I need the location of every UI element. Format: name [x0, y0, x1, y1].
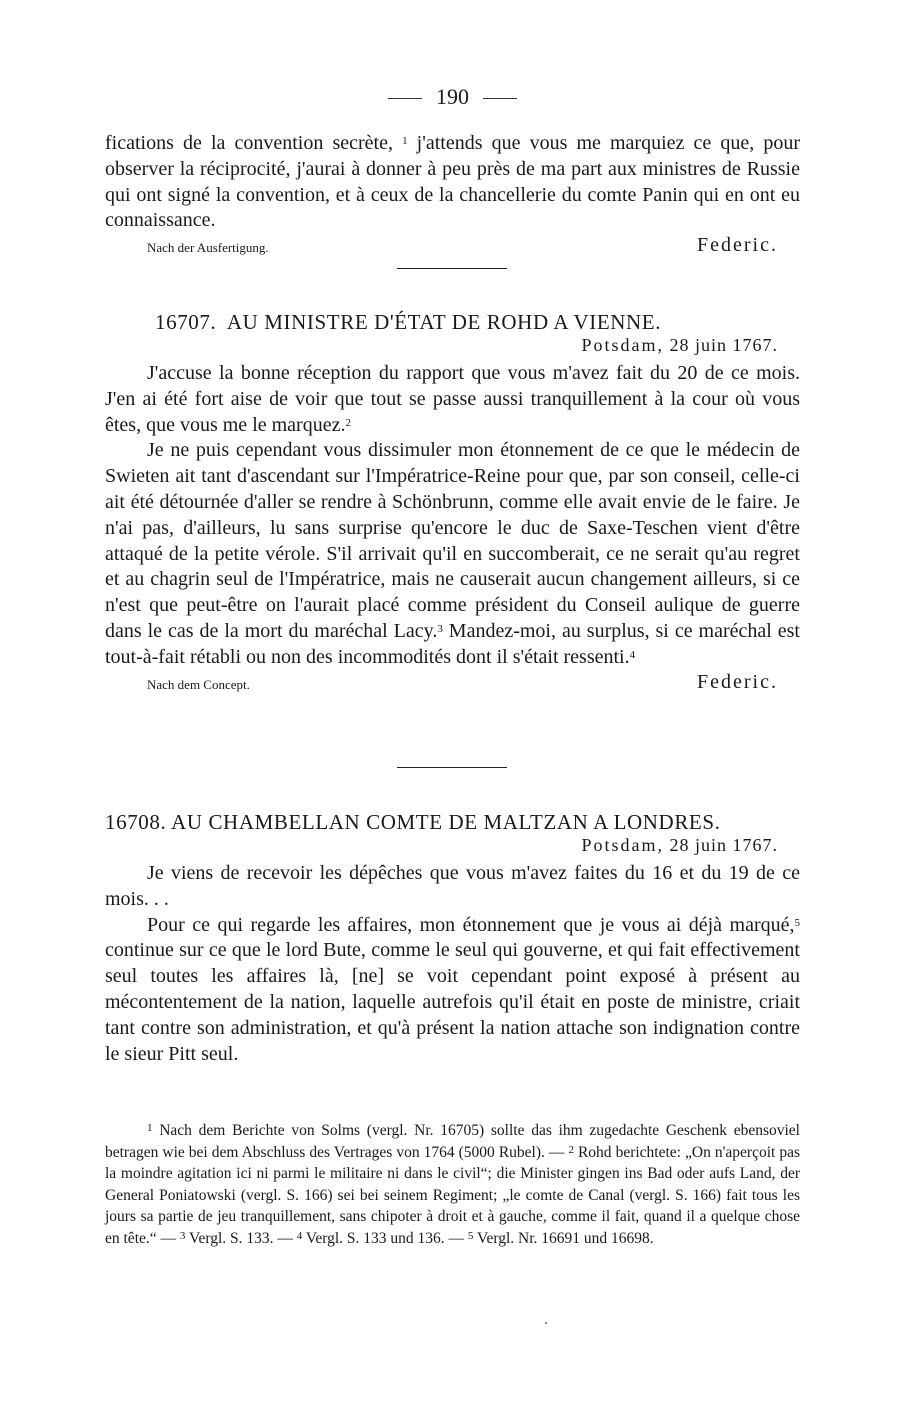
footnote-mark: 5 — [467, 1229, 474, 1242]
letter-number: 16707. — [155, 310, 217, 334]
letter-number: 16708. — [105, 810, 167, 834]
footnote-ref-3: 3 — [437, 622, 443, 635]
paragraph-text: Je ne puis cependant vous dissimuler mon étonnement de ce que le médecin de Swieten ait tant d'ascendant sur l'Impératrice-Reine pour que, par son conseil, celle-ci ait été détournée d'aller se rendre à Schönbrunn, comme elle avait envie de le faire. Je n'ai pas, d'ailleurs, lu sans surprise qu'encore le duc de Saxe-Teschen vient d'être attaqué de la petite vérole. S'il arrivait qu'il en succomberait, ce ne serait qu'au regret et au chagrin seul de l'Impératrice, mais ne causerait aucun changement ailleurs, si ce n'est que peut-être on l'aurait placé comme président du Conseil aulique de guerre dans le cas de la mort du maréchal Lacy. — [105, 439, 800, 642]
footnote-ref-2: 2 — [345, 416, 351, 429]
page-number: 190 — [436, 84, 469, 109]
footnote-mark: 1 — [147, 1122, 153, 1134]
footnote-text: Rohd berichtete: „On n'aperçoit pas la moindre agitation ici ni parmi le militaire ni dans le civil“; die Minister gingen ins Bad oder aufs Land, der General Poniatowski (vergl. S. 166) sei bei seinem Regiment; „le comte de Canal (vergl. S. 166) fait tous les jours sa partie de jeu tranquillement, sans chipoter à droit et à gauche, comme il fait, quand il a quelque chose en tête.“ — — [105, 1143, 801, 1247]
section-divider — [397, 767, 507, 768]
dateline — [105, 335, 800, 356]
footnote-text: Nach dem Berichte von Solms (vergl. Nr. 16705) sollte das ihm zugedachte Geschenk ebensoviel betragen wie bei dem Abschluss des Vertrages von 1764 (5000 Rubel). — — [105, 1122, 800, 1161]
source-note: Nach der Ausfertigung. — [147, 240, 269, 256]
footnote-ref-5: 5 — [794, 916, 800, 929]
intro-paragraph — [105, 131, 800, 234]
signature: Federic. — [697, 670, 778, 693]
intro-text-cont: j'attends que vous me marquiez ce que, pour observer la réciprocité, j'aurai à donner à peu près de ma part aux ministres de Russie qui ont signé la convention, et à ceux de la chancellerie du comte Panin qui en ont eu connaissance. — [105, 132, 800, 232]
intro-signature-row — [105, 234, 800, 260]
letter-16708 — [105, 810, 800, 1067]
place: Potsdam, — [581, 335, 664, 355]
paragraph-text: Pour ce qui regarde les affaires, mon étonnement que je vous ai déjà marqué, — [147, 913, 795, 936]
letter-paragraph — [105, 913, 800, 1068]
letter-title: AU CHAMBELLAN COMTE DE MALTZAN A LONDRES. — [171, 810, 721, 834]
footnote-mark: 2 — [568, 1143, 574, 1156]
footnote-mark: 4 — [296, 1229, 303, 1242]
intro-text: fications de la convention secrète, — [105, 132, 403, 154]
dateline — [105, 835, 800, 856]
letter-title: AU MINISTRE D'ÉTAT DE ROHD A VIENNE. — [226, 310, 662, 334]
paragraph-text: J'accuse la bonne réception du rapport que vous m'avez fait du 20 de ce mois. J'en ai été fort aise de voir que tout se passe aussi tranquillement à la cour où vous êtes, que vous me le marquez. — [105, 362, 800, 436]
letter-paragraph: Je viens de recevoir les dépêches que vous m'avez faites du 16 et du 19 de ce mois. . . — [105, 862, 800, 910]
letter-16707 — [105, 310, 800, 697]
header-dash-left — [388, 98, 422, 99]
footnote-text: Vergl. S. 133 und 136. — — [302, 1229, 468, 1247]
section-divider — [397, 268, 507, 269]
footnote-ref-1: 1 — [402, 135, 408, 147]
intro-block — [105, 131, 800, 260]
place: Potsdam, — [581, 835, 664, 855]
header-dash-right — [483, 98, 517, 99]
footnote-block — [105, 1120, 800, 1250]
footnote-text: Vergl. S. 133. — — [185, 1229, 297, 1247]
page-header — [105, 84, 800, 110]
letter-paragraph — [105, 438, 800, 670]
date: 28 juin 1767. — [669, 335, 778, 355]
footnotes — [105, 1120, 800, 1250]
page-speck — [545, 1322, 547, 1324]
signature-row — [105, 671, 800, 697]
footnote-ref-4: 4 — [629, 648, 636, 661]
paragraph-text-cont: continue sur ce que le lord Bute, comme le seul qui gouverne, et qui fait effectivement seul toutes les affaires là, [ne] se voit cependant point exposé à présent au mécontentement de la nation, laquelle autrefois qu'il était en poste de ministre, criait tant contre son administration, et qu'à présent la nation attache son indignation contre le sieur Pitt seul. — [105, 939, 800, 1065]
letter-paragraph — [105, 361, 800, 438]
letter-heading — [155, 310, 800, 335]
source-note: Nach dem Concept. — [147, 676, 250, 692]
signature: Federic. — [697, 234, 778, 257]
footnote-mark: 3 — [179, 1229, 186, 1242]
date: 28 juin 1767. — [669, 835, 778, 855]
footnote-text: Vergl. Nr. 16691 und 16698. — [473, 1229, 654, 1247]
letter-heading — [105, 810, 800, 835]
paragraph-text-cont: Mandez-moi, au surplus, si ce maréchal est tout-à-fait rétabli ou non des incommodités dont il s'était ressenti. — [105, 619, 800, 668]
